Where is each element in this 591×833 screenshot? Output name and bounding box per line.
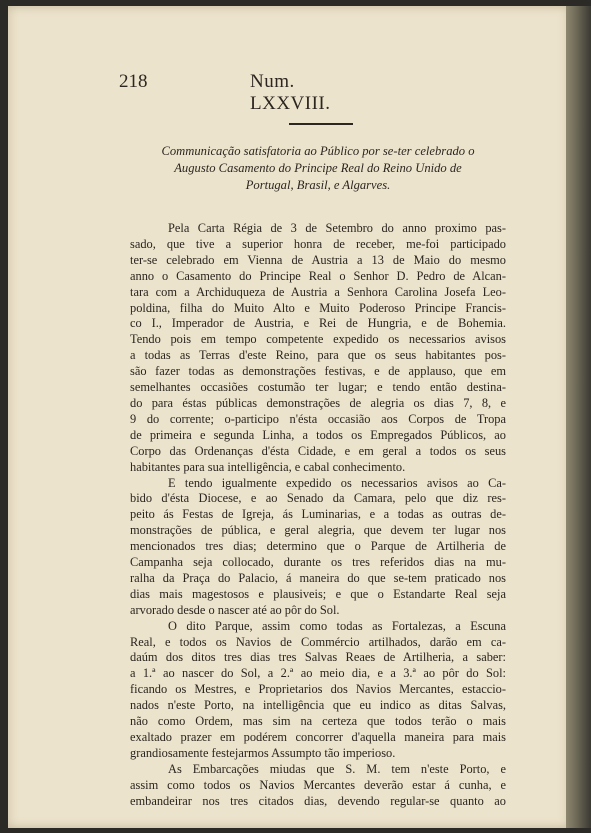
title-line: Portugal, Brasil, e Algarves. bbox=[245, 178, 391, 192]
text-line: daúm dos ditos tres dias tres Salvas Reaes de Artilheria, a saber: bbox=[130, 650, 506, 665]
text-line: Real, e todos os Navios de Commércio artilhados, darão em ca- bbox=[130, 634, 506, 649]
text-line: são fazer todas as demonstrações festivas, e de applauso, que em bbox=[130, 364, 506, 379]
page-header bbox=[119, 71, 379, 114]
paragraph bbox=[130, 619, 506, 762]
text-line: 9 do corrente; o-participo n'ésta occasião aos Corpos de Tropa bbox=[130, 411, 506, 426]
text-line: exaltado prazer em podérem concorrer d'aquella maneira para mais bbox=[130, 730, 506, 744]
title-line: Communicação satisfatoria ao Público por se-ter celebrado o bbox=[161, 144, 475, 158]
text-line: sado, que tive a superior honra de receber, me-foi participado bbox=[130, 236, 506, 251]
header-rule bbox=[289, 123, 353, 125]
text-line: de primeira e segunda Linha, a todos os Empregados Públicos, ao bbox=[130, 427, 506, 442]
text-line: a todas as Terras d'este Reino, para que os seus habitantes pos- bbox=[130, 348, 506, 363]
text-line: anno o Casamento do Principe Real o Senhor D. Pedro de Alcan- bbox=[130, 268, 506, 283]
text-line: nados n'este Porto, na intelligência que eu indico as ditas Salvas, bbox=[130, 698, 506, 713]
text-line: semelhantes occasiões costumão ter lugar; e tendo então destina- bbox=[130, 380, 506, 395]
title-line: Augusto Casamento do Principe Real do Reino Unido de bbox=[174, 161, 462, 175]
text-line: co I., Imperador de Austria, e Rei de Hungria, e de Bohemia. bbox=[130, 316, 506, 331]
paragraph bbox=[130, 221, 506, 476]
text-line: Tendo pois em tempo competente expedido os necessarios avisos bbox=[130, 332, 506, 347]
text-line: Campanha seja collocado, durante os tres referidos dias na mu- bbox=[130, 555, 506, 570]
issue-number: Num. LXXVIII. bbox=[250, 71, 331, 114]
text-line: O dito Parque, assim como todas as Fortalezas, a Escuna bbox=[168, 618, 506, 633]
article-body bbox=[130, 221, 506, 810]
text-line: embandeirar nos tres citados dias, devendo regular-se quanto ao bbox=[130, 793, 506, 808]
text-line: monstrações de pública, e geral alegria, que devem ter lugar nos bbox=[130, 523, 506, 538]
text-line: ficando os Mestres, e Proprietarios dos Navios Mercantes, estaccio- bbox=[130, 682, 506, 697]
text-line: assim como todos os Navios Mercantes deverão estar á cunha, e bbox=[130, 777, 506, 792]
text-line: poldina, filha do Muito Alto e Muito Poderoso Principe Francis- bbox=[130, 300, 506, 315]
text-line: mencionados tres dias; determino que o Parque de Artilheria de bbox=[130, 539, 506, 554]
text-line: As Embarcações miudas que S. M. tem n'este Porto, e bbox=[168, 761, 506, 776]
text-line: peito ás Festas de Igreja, ás Luminarias, e a todas as outras de- bbox=[130, 507, 506, 522]
page-number: 218 bbox=[119, 71, 148, 92]
text-line: tara com a Archiduqueza de Austria a Senhora Carolina Josefa Leo- bbox=[130, 284, 506, 299]
text-line: ter-se celebrado em Vienna de Austria a 13 de Maio do mesmo bbox=[130, 252, 506, 267]
book-spine-shadow bbox=[566, 6, 591, 828]
text-line: bido d'ésta Diocese, e ao Senado da Camara, pelo que diz res- bbox=[130, 491, 506, 506]
article-title bbox=[118, 143, 518, 194]
text-line: habitantes para sua intelligência, e cabal conhecimento. bbox=[130, 459, 406, 474]
text-line: não como Ordem, mas sim na certeza que todos terão o mais bbox=[130, 714, 506, 729]
text-line: ralha da Praça do Palacio, á maneira do que se-tem praticado nos bbox=[130, 570, 506, 585]
paragraph bbox=[130, 762, 506, 810]
text-line: E tendo igualmente expedido os necessarios avisos ao Ca- bbox=[168, 475, 506, 490]
text-line: Corpo das Ordenanças d'ésta Cidade, e em geral a todos os seus bbox=[130, 443, 506, 458]
text-line: dias mais magestosos e plausiveis; e que o Estandarte Real seja bbox=[130, 586, 506, 601]
paragraph bbox=[130, 476, 506, 619]
text-line: a 1.ª ao nascer do Sol, a 2.ª ao meio dia, e a 3.ª ao pôr do Sol: bbox=[130, 666, 506, 681]
text-line: Pela Carta Régia de 3 de Setembro do anno proximo pas- bbox=[168, 221, 506, 235]
text-line: do para éstas públicas demonstrações de alegria os dias 7, 8, e bbox=[130, 395, 506, 410]
text-line: arvorado desde o nascer até ao pôr do Sol. bbox=[130, 602, 340, 617]
text-line: grandiosamente festejarmos Assumpto tão imperioso. bbox=[130, 745, 396, 760]
